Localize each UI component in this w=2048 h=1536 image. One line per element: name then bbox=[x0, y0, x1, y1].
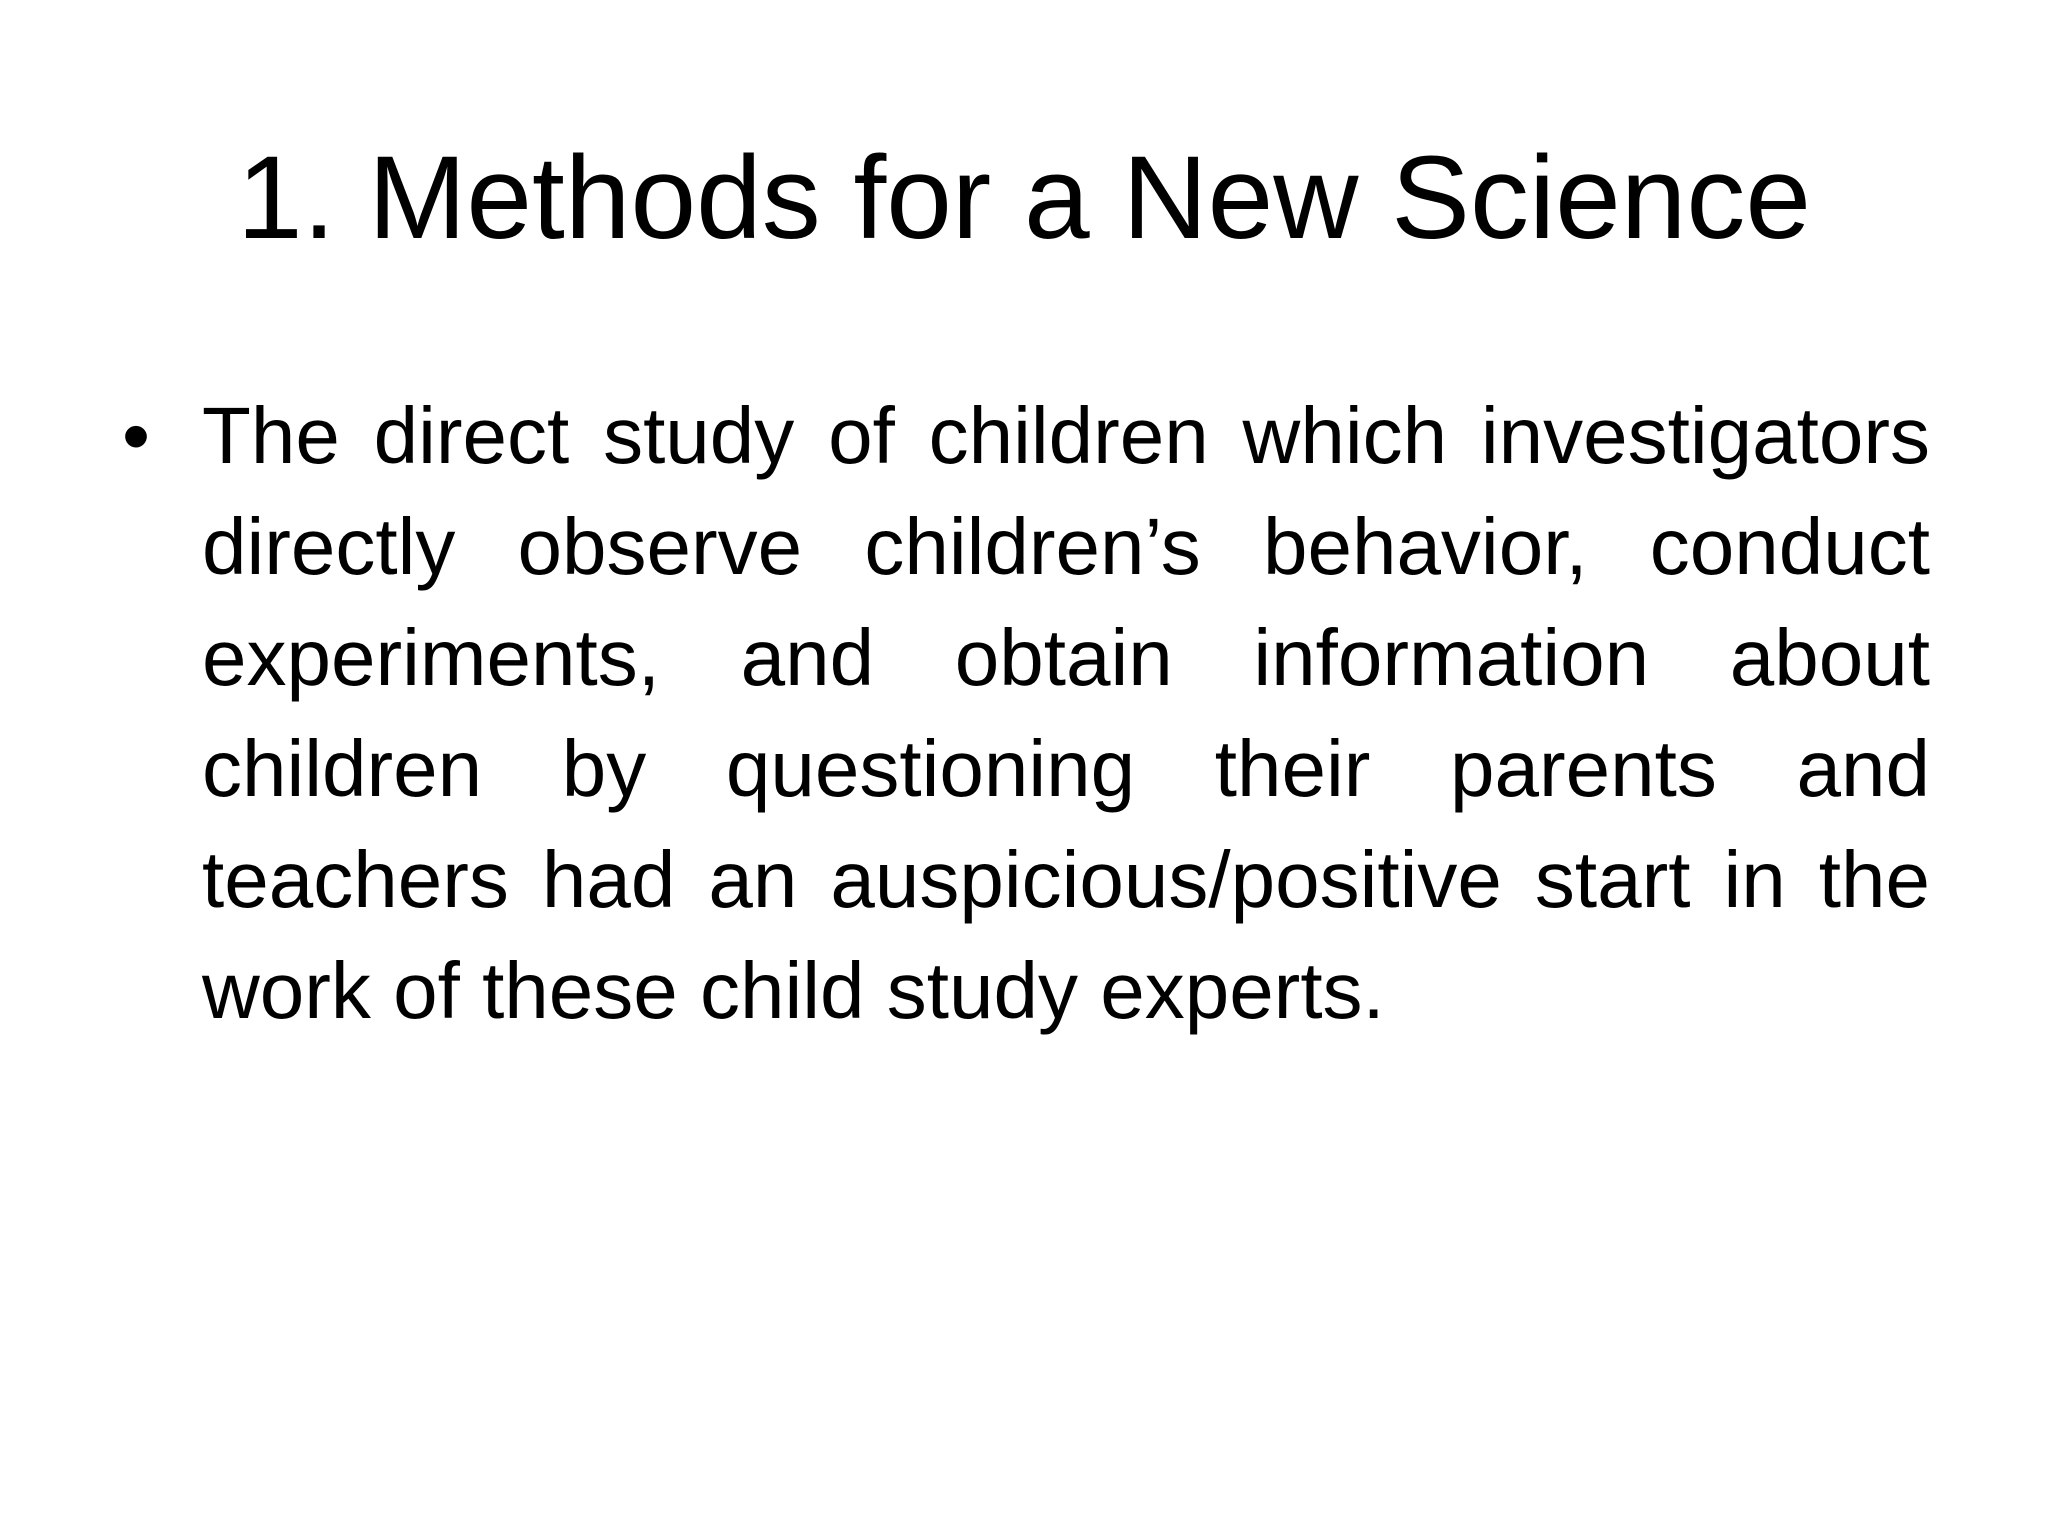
bullet-marker: • bbox=[122, 391, 151, 480]
bullet-item bbox=[122, 380, 1930, 1046]
bullet-text: The direct study of children which investigators directly observe children’s behavior, conduct experiments, and obtain information about children by questioning their parents and teachers had an auspicious/positive start in the work of these child study experts. bbox=[202, 391, 1930, 1035]
slide-title: 1. Methods for a New Science bbox=[236, 132, 1812, 264]
slide-body bbox=[122, 380, 1930, 1046]
